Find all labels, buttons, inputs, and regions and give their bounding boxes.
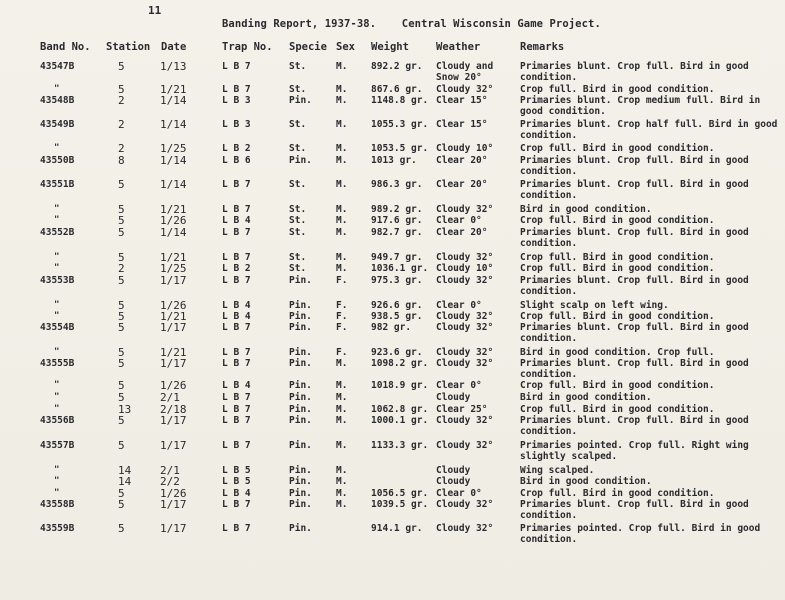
cell-date: 1/25	[160, 142, 187, 155]
cell-trap: L B 7	[222, 275, 251, 286]
cell-trap: L B 2	[222, 143, 251, 154]
cell-remarks: Primaries blunt. Crop full. Bird in good condition.	[520, 322, 749, 344]
cell-trap: L B 7	[222, 358, 251, 369]
cell-station: 5	[118, 321, 125, 334]
cell-weight: 1056.5 gr.	[371, 488, 429, 499]
cell-band: 43558B	[40, 499, 75, 510]
cell-date: 2/1	[160, 464, 180, 477]
cell-station: 14	[118, 464, 132, 477]
cell-remarks: Slight scalp on left wing.	[520, 300, 669, 311]
cell-station: 5	[118, 414, 125, 427]
cell-trap: L B 4	[222, 488, 251, 499]
cell-sex: M.	[336, 392, 348, 403]
cell-trap: L B 7	[222, 415, 251, 426]
cell-remarks: Primaries pointed. Crop full. Bird in good condition.	[520, 523, 761, 545]
table-row	[0, 226, 785, 249]
cell-band: "	[54, 84, 60, 94]
cell-weight: 867.6 gr.	[371, 84, 423, 95]
cell-trap: L B 4	[222, 311, 251, 322]
cell-remarks: Bird in good condition.	[520, 204, 652, 215]
cell-sex: M.	[336, 440, 348, 451]
cell-weather: Cloudy 10°	[436, 143, 494, 154]
cell-sex: M.	[336, 155, 348, 166]
cell-specie: Pin.	[289, 404, 312, 415]
cell-remarks: Primaries blunt. Crop full. Bird in good condition.	[520, 179, 749, 201]
cell-date: 1/21	[160, 203, 187, 216]
cell-date: 1/17	[160, 274, 187, 287]
cell-trap: L B 7	[222, 499, 251, 510]
cell-weight: 975.3 gr.	[371, 275, 423, 286]
cell-band: 43556B	[40, 415, 75, 426]
cell-date: 1/17	[160, 498, 187, 511]
cell-specie: St.	[289, 263, 307, 274]
cell-sex: F.	[336, 347, 348, 358]
cell-specie: St.	[289, 204, 307, 215]
cell-station: 5	[118, 379, 125, 392]
cell-remarks: Crop full. Bird in good condition.	[520, 143, 715, 154]
cell-sex: M.	[336, 476, 348, 487]
cell-specie: Pin.	[289, 523, 312, 534]
cell-band: "	[54, 404, 60, 414]
cell-date: 1/17	[160, 522, 187, 535]
table-row	[0, 178, 785, 201]
cell-date: 1/14	[160, 226, 187, 239]
cell-specie: St.	[289, 84, 307, 95]
cell-weight: 1133.3 gr.	[371, 440, 429, 451]
cell-weight: 989.2 gr.	[371, 204, 423, 215]
cell-date: 2/18	[160, 403, 187, 416]
header-weight: Weight	[371, 41, 409, 53]
cell-remarks: Crop full. Bird in good condition.	[520, 404, 715, 415]
cell-weather: Cloudy 32°	[436, 275, 494, 286]
cell-weight: 1013 gr.	[371, 155, 417, 166]
cell-date: 1/17	[160, 414, 187, 427]
cell-specie: St.	[289, 252, 307, 263]
cell-sex: M.	[336, 252, 348, 263]
cell-band: "	[54, 311, 60, 321]
cell-station: 5	[118, 439, 125, 452]
cell-remarks: Primaries blunt. Crop half full. Bird in good condition.	[520, 119, 778, 141]
cell-specie: Pin.	[289, 392, 312, 403]
cell-trap: L B 7	[222, 347, 251, 358]
table-row	[0, 476, 785, 487]
table-row	[0, 60, 785, 83]
cell-specie: Pin.	[289, 347, 312, 358]
cell-date: 1/14	[160, 154, 187, 167]
page-number: 11	[148, 4, 162, 17]
table-row	[0, 215, 785, 226]
cell-weight: 938.5 gr.	[371, 311, 423, 322]
cell-station: 5	[118, 346, 125, 359]
cell-remarks: Crop full. Bird in good condition.	[520, 252, 715, 263]
cell-remarks: Crop full. Bird in good condition.	[520, 263, 715, 274]
cell-sex: M.	[336, 263, 348, 274]
cell-trap: L B 2	[222, 263, 251, 274]
cell-weight: 1053.5 gr.	[371, 143, 429, 154]
cell-weather: Cloudy 32°	[436, 322, 494, 333]
cell-weight: 1062.8 gr.	[371, 404, 429, 415]
cell-date: 1/14	[160, 94, 187, 107]
cell-weight: 1098.2 gr.	[371, 358, 429, 369]
cell-specie: St.	[289, 143, 307, 154]
cell-station: 5	[118, 487, 125, 500]
cell-band: "	[54, 300, 60, 310]
cell-weather: Clear 0°	[436, 488, 482, 499]
cell-trap: L B 6	[222, 155, 251, 166]
cell-trap: L B 5	[222, 465, 251, 476]
table-row	[0, 321, 785, 344]
cell-weight: 1018.9 gr.	[371, 380, 429, 391]
cell-weather: Cloudy	[436, 392, 471, 403]
cell-trap: L B 3	[222, 95, 251, 106]
header-station: Station	[106, 41, 151, 53]
cell-remarks: Primaries blunt. Crop full. Bird in good condition.	[520, 155, 749, 177]
header-specie: Specie	[289, 41, 327, 53]
cell-date: 1/21	[160, 83, 187, 96]
cell-band: "	[54, 347, 60, 357]
cell-weather: Cloudy	[436, 465, 471, 476]
table-row	[0, 118, 785, 141]
cell-band: 43554B	[40, 322, 75, 333]
cell-sex: F.	[336, 300, 348, 311]
table-row	[0, 392, 785, 403]
table-row	[0, 380, 785, 391]
cell-station: 5	[118, 251, 125, 264]
cell-station: 5	[118, 226, 125, 239]
cell-date: 2/1	[160, 391, 180, 404]
cell-weight: 1148.8 gr.	[371, 95, 429, 106]
cell-specie: Pin.	[289, 300, 312, 311]
cell-band: 43549B	[40, 119, 75, 130]
cell-weight: 1039.5 gr.	[371, 499, 429, 510]
cell-date: 1/21	[160, 310, 187, 323]
cell-band: "	[54, 215, 60, 225]
cell-specie: St.	[289, 227, 307, 238]
header-remarks: Remarks	[520, 41, 565, 53]
cell-remarks: Primaries blunt. Crop full. Bird in good condition.	[520, 61, 749, 83]
cell-band: 43550B	[40, 155, 75, 166]
cell-station: 5	[118, 83, 125, 96]
cell-sex: M.	[336, 380, 348, 391]
cell-weight: 982.7 gr.	[371, 227, 423, 238]
cell-weather: Cloudy	[436, 476, 471, 487]
cell-date: 1/26	[160, 379, 187, 392]
cell-specie: St.	[289, 215, 307, 226]
cell-specie: Pin.	[289, 476, 312, 487]
cell-weight: 1000.1 gr.	[371, 415, 429, 426]
cell-station: 13	[118, 403, 132, 416]
cell-specie: Pin.	[289, 465, 312, 476]
cell-weight: 1036.1 gr.	[371, 263, 429, 274]
cell-weight: 917.6 gr.	[371, 215, 423, 226]
cell-trap: L B 7	[222, 179, 251, 190]
cell-specie: Pin.	[289, 311, 312, 322]
cell-sex: M.	[336, 499, 348, 510]
cell-weight: 1055.3 gr.	[371, 119, 429, 130]
cell-weather: Cloudy 32°	[436, 347, 494, 358]
cell-date: 1/25	[160, 262, 187, 275]
cell-band: "	[54, 392, 60, 402]
cell-trap: L B 7	[222, 252, 251, 263]
cell-date: 1/14	[160, 178, 187, 191]
header-weather: Weather	[436, 41, 481, 53]
cell-weather: Cloudy 32°	[436, 204, 494, 215]
cell-specie: St.	[289, 179, 307, 190]
cell-trap: L B 7	[222, 392, 251, 403]
cell-trap: L B 4	[222, 380, 251, 391]
cell-band: "	[54, 143, 60, 153]
header-trap-no: Trap No.	[222, 41, 273, 53]
cell-sex: M.	[336, 179, 348, 190]
cell-sex: M.	[336, 84, 348, 95]
cell-weather: Cloudy 32°	[436, 252, 494, 263]
table-row	[0, 154, 785, 177]
cell-remarks: Primaries pointed. Crop full. Right wing slightly scalped.	[520, 440, 749, 462]
cell-remarks: Bird in good condition.	[520, 392, 652, 403]
table-row	[0, 498, 785, 521]
cell-date: 1/13	[160, 60, 187, 73]
cell-specie: Pin.	[289, 358, 312, 369]
cell-remarks: Primaries blunt. Crop medium full. Bird in good condition.	[520, 95, 761, 117]
cell-band: 43557B	[40, 440, 75, 451]
cell-sex: M.	[336, 61, 348, 72]
cell-remarks: Primaries blunt. Crop full. Bird in good condition.	[520, 415, 749, 437]
cell-sex: F.	[336, 311, 348, 322]
table-row	[0, 357, 785, 380]
cell-date: 2/2	[160, 475, 180, 488]
cell-weather: Cloudy 32°	[436, 84, 494, 95]
table-row	[0, 522, 785, 545]
cell-weather: Clear 15°	[436, 95, 488, 106]
cell-remarks: Bird in good condition. Crop full.	[520, 347, 715, 358]
cell-trap: L B 7	[222, 61, 251, 72]
cell-weather: Cloudy 32°	[436, 440, 494, 451]
cell-station: 5	[118, 60, 125, 73]
cell-specie: Pin.	[289, 155, 312, 166]
cell-weather: Cloudy and Snow 20°	[436, 61, 494, 83]
table-row	[0, 414, 785, 437]
cell-weight: 926.6 gr.	[371, 300, 423, 311]
cell-sex: M.	[336, 227, 348, 238]
cell-date: 1/21	[160, 251, 187, 264]
cell-date: 1/26	[160, 299, 187, 312]
cell-sex: M.	[336, 143, 348, 154]
cell-remarks: Primaries blunt. Crop full. Bird in good condition.	[520, 275, 749, 297]
cell-station: 5	[118, 299, 125, 312]
cell-trap: L B 7	[222, 84, 251, 95]
cell-station: 14	[118, 475, 132, 488]
cell-remarks: Primaries blunt. Crop full. Bird in good condition.	[520, 227, 749, 249]
cell-weather: Clear 25°	[436, 404, 488, 415]
cell-sex: M.	[336, 465, 348, 476]
cell-remarks: Wing scalped.	[520, 465, 595, 476]
table-row	[0, 143, 785, 154]
cell-weather: Cloudy 32°	[436, 523, 494, 534]
cell-band: 43559B	[40, 523, 75, 534]
cell-station: 5	[118, 178, 125, 191]
cell-specie: Pin.	[289, 322, 312, 333]
cell-remarks: Crop full. Bird in good condition.	[520, 84, 715, 95]
cell-trap: L B 7	[222, 523, 251, 534]
cell-station: 5	[118, 310, 125, 323]
cell-band: "	[54, 488, 60, 498]
cell-station: 5	[118, 214, 125, 227]
cell-band: "	[54, 204, 60, 214]
cell-weather: Cloudy 32°	[436, 358, 494, 369]
cell-weight: 986.3 gr.	[371, 179, 423, 190]
cell-band: 43547B	[40, 61, 75, 72]
cell-trap: L B 4	[222, 215, 251, 226]
cell-band: 43552B	[40, 227, 75, 238]
cell-weight: 923.6 gr.	[371, 347, 423, 358]
cell-station: 5	[118, 391, 125, 404]
cell-trap: L B 5	[222, 476, 251, 487]
cell-station: 5	[118, 357, 125, 370]
header-date: Date	[161, 41, 187, 53]
cell-station: 2	[118, 262, 125, 275]
cell-trap: L B 7	[222, 227, 251, 238]
cell-weather: Clear 20°	[436, 227, 488, 238]
cell-specie: Pin.	[289, 415, 312, 426]
cell-weather: Cloudy 10°	[436, 263, 494, 274]
header-band-no: Band No.	[40, 41, 91, 53]
cell-remarks: Primaries blunt. Crop full. Bird in good condition.	[520, 358, 749, 380]
cell-trap: L B 4	[222, 300, 251, 311]
cell-station: 2	[118, 118, 125, 131]
cell-band: 43555B	[40, 358, 75, 369]
cell-trap: L B 7	[222, 440, 251, 451]
cell-band: 43548B	[40, 95, 75, 106]
cell-trap: L B 7	[222, 404, 251, 415]
cell-sex: M.	[336, 215, 348, 226]
cell-weather: Clear 0°	[436, 380, 482, 391]
cell-band: 43553B	[40, 275, 75, 286]
cell-band: "	[54, 465, 60, 475]
table-row	[0, 439, 785, 462]
cell-specie: St.	[289, 61, 307, 72]
cell-weather: Clear 20°	[436, 155, 488, 166]
cell-remarks: Crop full. Bird in good condition.	[520, 215, 715, 226]
report-title: Banding Report, 1937-38. Central Wisconsin Game Project.	[222, 18, 601, 30]
cell-weather: Cloudy 32°	[436, 311, 494, 322]
cell-date: 1/17	[160, 439, 187, 452]
table-row	[0, 274, 785, 297]
cell-remarks: Crop full. Bird in good condition.	[520, 380, 715, 391]
cell-station: 5	[118, 498, 125, 511]
cell-band: "	[54, 380, 60, 390]
cell-specie: St.	[289, 119, 307, 130]
cell-station: 2	[118, 142, 125, 155]
cell-weather: Clear 15°	[436, 119, 488, 130]
header-sex: Sex	[336, 41, 355, 53]
cell-trap: L B 7	[222, 322, 251, 333]
cell-weather: Clear 0°	[436, 300, 482, 311]
cell-sex: M.	[336, 358, 348, 369]
table-row	[0, 94, 785, 117]
cell-remarks: Primaries blunt. Crop full. Bird in good condition.	[520, 499, 749, 521]
cell-weather: Clear 0°	[436, 215, 482, 226]
cell-date: 1/26	[160, 487, 187, 500]
cell-station: 2	[118, 94, 125, 107]
cell-specie: Pin.	[289, 440, 312, 451]
cell-remarks: Bird in good condition.	[520, 476, 652, 487]
cell-specie: Pin.	[289, 95, 312, 106]
cell-weight: 982 gr.	[371, 322, 412, 333]
cell-station: 5	[118, 522, 125, 535]
cell-date: 1/17	[160, 321, 187, 334]
cell-band: "	[54, 252, 60, 262]
cell-sex: M.	[336, 95, 348, 106]
cell-sex: M.	[336, 204, 348, 215]
cell-specie: Pin.	[289, 499, 312, 510]
cell-specie: Pin.	[289, 488, 312, 499]
cell-station: 5	[118, 203, 125, 216]
cell-remarks: Crop full. Bird in good condition.	[520, 311, 715, 322]
cell-station: 5	[118, 274, 125, 287]
cell-sex: M.	[336, 415, 348, 426]
cell-sex: M.	[336, 119, 348, 130]
cell-sex: F.	[336, 275, 348, 286]
cell-weather: Cloudy 32°	[436, 415, 494, 426]
cell-sex: M.	[336, 404, 348, 415]
cell-specie: Pin.	[289, 275, 312, 286]
cell-sex: M.	[336, 488, 348, 499]
cell-date: 1/14	[160, 118, 187, 131]
cell-sex: F.	[336, 322, 348, 333]
cell-band: "	[54, 476, 60, 486]
cell-weight: 949.7 gr.	[371, 252, 423, 263]
cell-date: 1/21	[160, 346, 187, 359]
cell-date: 1/17	[160, 357, 187, 370]
cell-date: 1/26	[160, 214, 187, 227]
table-row	[0, 263, 785, 274]
cell-band: "	[54, 263, 60, 273]
cell-weather: Cloudy 32°	[436, 499, 494, 510]
cell-station: 8	[118, 154, 125, 167]
cell-weight: 892.2 gr.	[371, 61, 423, 72]
cell-weather: Clear 20°	[436, 179, 488, 190]
cell-weight: 914.1 gr.	[371, 523, 423, 534]
cell-specie: Pin.	[289, 380, 312, 391]
cell-trap: L B 3	[222, 119, 251, 130]
cell-band: 43551B	[40, 179, 75, 190]
cell-trap: L B 7	[222, 204, 251, 215]
cell-remarks: Crop full. Bird in good condition.	[520, 488, 715, 499]
